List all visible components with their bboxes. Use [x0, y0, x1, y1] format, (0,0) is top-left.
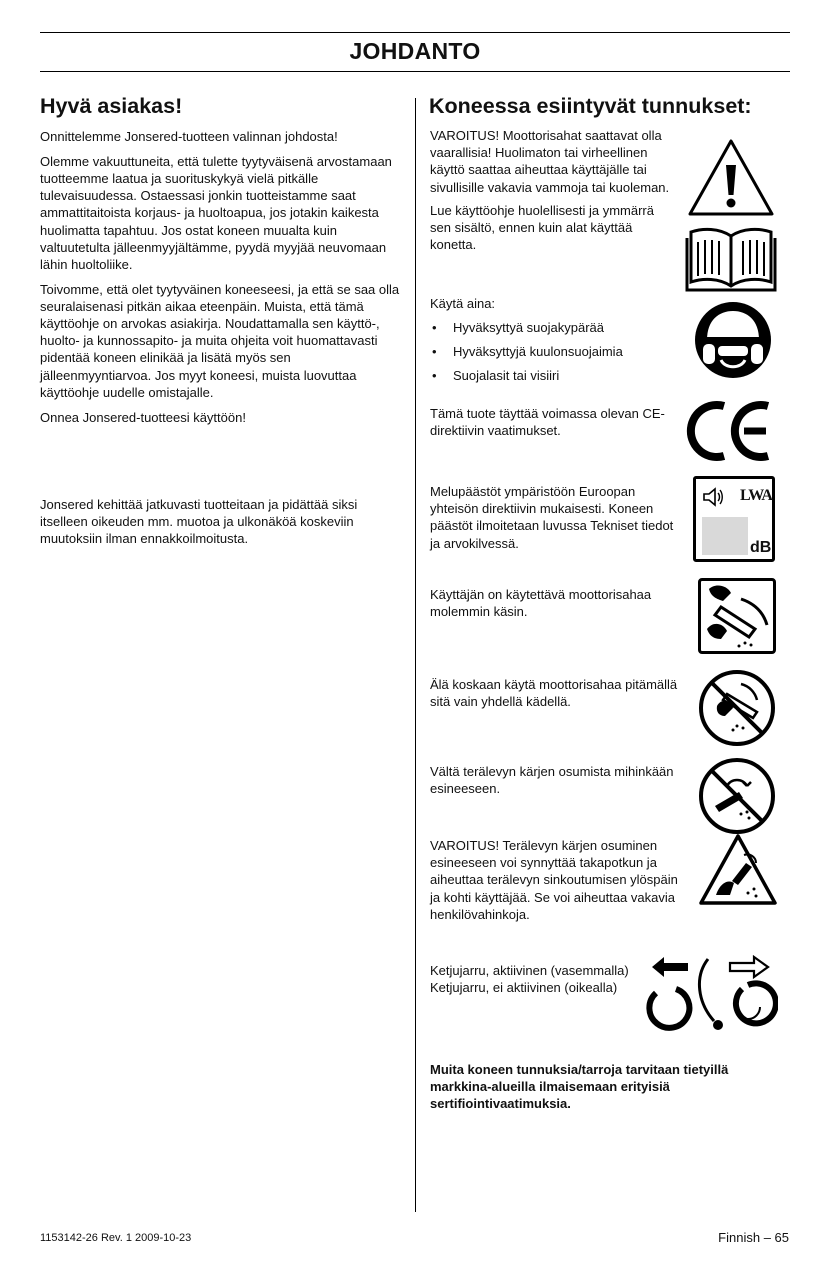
two-hands-chainsaw-icon — [698, 578, 776, 654]
manual-book-icon — [685, 222, 777, 294]
list-item: • Suojalasit tai visiiri — [430, 367, 680, 384]
page-number: Finnish – 65 — [718, 1230, 789, 1245]
intro-paragraph: Toivomme, että olet tyytyväinen koneeseesi, ja että se saa olla seuralaisenasi pitkän aikaa eteenpäin. Muista, että tämä käyttöohje on arvokas asiakirja. Noudattamalla sen käyttö-, huolto- ja kunnossapito- ja muita ohjeita voit huomattavasti pidentää koneen elinikää ja lisätä myös sen jälleenmyyntiarvoa. Jos myyt koneesi, muista luovuttaa käyttöohje uudelle omistajalle. — [40, 281, 400, 400]
chainsaw-hands-icon — [701, 581, 773, 651]
one-hand-text — [430, 676, 680, 716]
manual-paragraph: Lue käyttöohje huolellisesti ja ymmärrä sen sisältö, ennen kuin alat käyttää konetta. — [430, 202, 654, 253]
column-divider — [415, 98, 416, 1212]
no-one-hand-icon — [697, 668, 777, 748]
document-id: 1153142-26 Rev. 1 2009-10-23 — [40, 1232, 192, 1244]
list-item: • Hyväksyttyjä kuulonsuojaimia — [430, 343, 680, 360]
no-tip-contact-icon — [697, 756, 777, 836]
intro-paragraph: Onnittelemme Jonsered-tuotteen valinnan johdosta! — [40, 129, 338, 144]
symbols-heading: Koneessa esiintyvät tunnukset: — [429, 94, 752, 118]
db-label: dB — [750, 539, 772, 556]
helmet-earmuffs-goggles-icon — [693, 300, 773, 380]
header-bottom-rule — [40, 71, 790, 72]
brake-paragraph: Ketjujarru, aktiivinen (vasemmalla) Ketjujarru, ei aktiivinen (oikealla) — [430, 963, 629, 996]
two-hands-text — [430, 586, 680, 626]
ce-paragraph: Tämä tuote täyttää voimassa olevan CE-direktiivin vaatimukset. — [430, 406, 665, 439]
one-hand-paragraph: Älä koskaan käytä moottorisahaa pitämällä sitä vain yhdellä kädellä. — [430, 677, 678, 710]
lwa-label: LWA — [740, 487, 772, 504]
tip-paragraph: Vältä terälevyn kärjen osumista mihinkään esineeseen. — [430, 764, 674, 797]
intro-text — [40, 128, 402, 547]
kickback-warning-icon — [698, 833, 778, 907]
noise-paragraph: Melupäästöt ympäristöön Euroopan yhteisön direktiivin mukaisesti. Koneen päästöt ilmoitetaan luvussa Tekniset tiedot ja arvokilvessä. — [430, 484, 674, 551]
noise-level-label-icon — [693, 476, 775, 562]
certification-note: Muita koneen tunnuksia/tarroja tarvitaan tietyillä markkina-alueilla ilmaisemaan erityisiä sertifiointivaatimuksia. — [430, 1062, 729, 1112]
chain-brake-icon — [642, 955, 778, 1033]
kickback-paragraph: VAROITUS! Terälevyn kärjen osuminen esineeseen voi synnyttää takapotkun ja aiheuttaa terälevyn sinkoutumisen ylöspäin ja kohti käyttäjää. Se voi aiheuttaa vakavia henkilövahinkoja. — [430, 838, 678, 922]
left-heading: Hyvä asiakas! — [40, 94, 183, 118]
ce-mark-icon — [684, 398, 774, 464]
kickback-text — [430, 837, 680, 929]
speaker-icon — [702, 487, 724, 507]
intro-paragraph: Olemme vakuuttuneita, että tulette tyytyväisenä arvostamaan tuotteemme laatua ja suorituskykyä vielä pitkälle tulevaisuudessa. Ostaessasi jonkin tuotteistamme saat ammattitaitoista korjaus- ja huoltoapua, jos jotakin kaikesta huolimatta tapahtuu. Jos ostat koneen muualta kuin valtuutetulta jälleenmyyjältämme, pyydä myyjää neuvomaan lähin huoltoliike. — [40, 153, 392, 272]
two-hands-paragraph: Käyttäjän on käytettävä moottorisahaa molemmin käsin. — [430, 587, 652, 620]
ppe-intro: Käytä aina: — [430, 296, 496, 311]
value-box — [702, 517, 748, 555]
ce-text — [430, 405, 675, 445]
arrow-right-icon — [730, 957, 768, 977]
chain-brake-text — [430, 962, 630, 1002]
noise-text — [430, 483, 680, 558]
warning-triangle-icon — [687, 137, 775, 217]
list-item: • Hyväksyttyä suojakypärää — [430, 319, 680, 336]
disclaimer: Jonsered kehittää jatkuvasti tuotteitaan ja pidättää siksi itselleen oikeuden mm. muotoa ja ulkonäköä koskeviin muutoksiin ilman ennakkoilmoitusta. — [40, 497, 358, 547]
arrow-left-icon — [652, 957, 688, 977]
warning-text — [430, 127, 670, 259]
ppe-text — [430, 295, 680, 391]
intro-paragraph: Onnea Jonsered-tuotteesi käyttöön! — [40, 409, 246, 425]
tip-contact-text — [430, 763, 680, 803]
page-title: JOHDANTO — [349, 38, 481, 64]
header-top-rule — [40, 32, 790, 33]
ppe-list — [430, 319, 680, 384]
warning-paragraph: VAROITUS! Moottorisahat saattavat olla vaarallisia! Huolimaton tai virheellinen käyttö saattaa aiheuttaa käyttäjälle tai sivullisille vakavia vammoja tai kuoleman. — [430, 128, 670, 195]
